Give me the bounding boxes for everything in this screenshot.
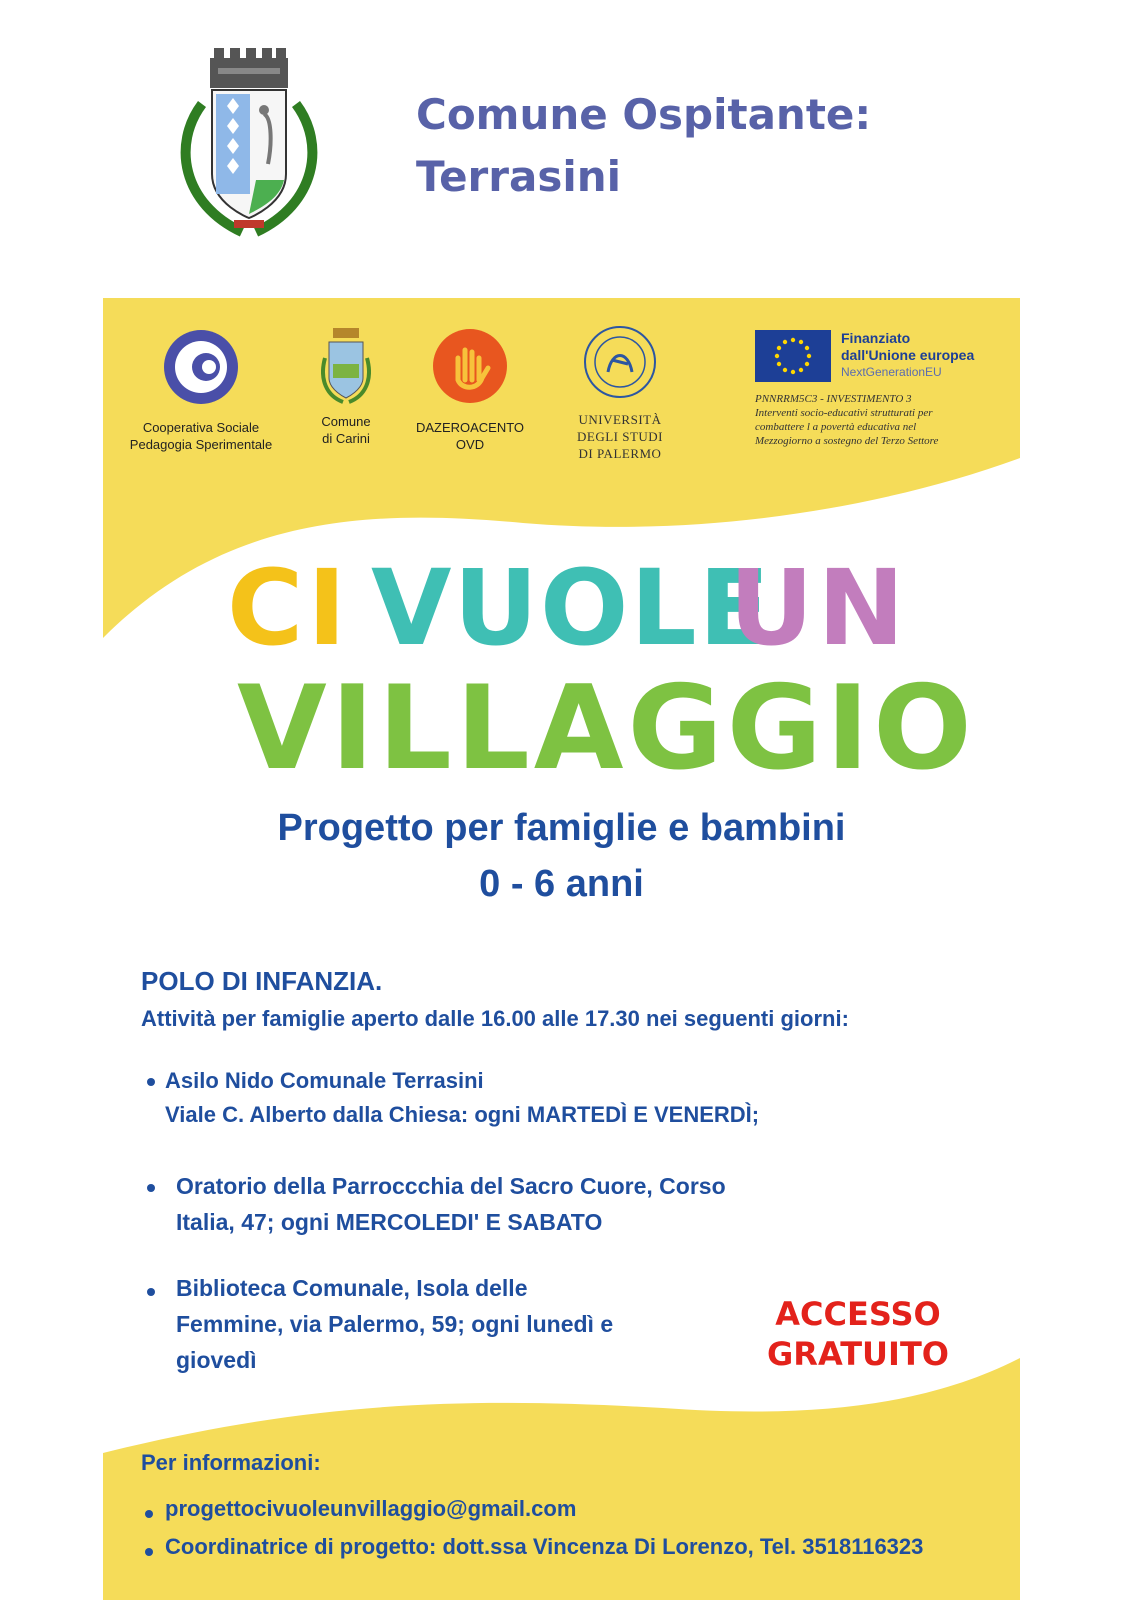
eu-line-3: NextGenerationEU xyxy=(841,365,942,379)
subtitle-line-1: Progetto per famiglie e bambini xyxy=(277,807,846,849)
bullet-icon xyxy=(145,1510,153,1518)
campaign-title xyxy=(103,298,1020,798)
bullet-icon xyxy=(147,1184,155,1192)
subtitle-line-2: 0 - 6 anni xyxy=(479,863,644,905)
contact-email[interactable]: progettocivuoleunvillaggio@gmail.com xyxy=(165,1496,577,1521)
subtitle xyxy=(103,800,1020,912)
eu-line-2: dall'Unione europea xyxy=(841,347,975,363)
polo-description: Attività per famiglie aperto dalle 16.00 alle 17.30 nei seguenti giorni: xyxy=(141,1006,849,1031)
partner-label: UNIVERSITÀ DEGLI STUDI DI PALERMO xyxy=(576,412,663,461)
partner-label: Cooperativa Sociale Pedagogia Sperimentale xyxy=(129,420,273,452)
free-access-badge xyxy=(758,1294,958,1374)
host-line-1: Comune Ospitante: xyxy=(416,90,872,139)
location-oratorio: Oratorio della Parroccchia del Sacro Cuore, Corso Italia, 47; ogni MERCOLEDI' E SABATO xyxy=(176,1173,726,1235)
title-word-un: UN xyxy=(729,547,909,669)
access-line-2: GRATUITO xyxy=(767,1335,949,1373)
terrasini-crest-logo xyxy=(172,44,326,240)
poster xyxy=(103,298,1020,1600)
info-title: Per informazioni: xyxy=(141,1450,321,1475)
coordinator-contact: Coordinatrice di progetto: dott.ssa Vincenza Di Lorenzo, Tel. 3518116323 xyxy=(165,1534,924,1559)
bullet-icon xyxy=(145,1548,153,1556)
bullet-icon xyxy=(147,1078,155,1086)
polo-title: POLO DI INFANZIA. xyxy=(141,966,383,996)
bullet-icon xyxy=(147,1288,155,1296)
pnrr-description: PNNRRM5C3 - INVESTIMENTO 3 Interventi socio-educativi strutturati per combattere l a povertà educativa nel Mezzogiorno a sostegno del Terzo Settore xyxy=(755,393,939,447)
access-line-1: ACCESSO xyxy=(775,1295,941,1333)
host-municipality-heading xyxy=(416,84,871,208)
title-word-ci: CI xyxy=(227,547,351,669)
title-word-vuole: VUOLE xyxy=(371,547,772,669)
partner-label: DAZEROACENTO OVD xyxy=(415,420,525,452)
location-asilo-nido: Asilo Nido Comunale Terrasini Viale C. Alberto dalla Chiesa: ogni MARTEDÌ E VENERDÌ; xyxy=(165,1068,760,1127)
host-line-2: Terrasini xyxy=(416,152,622,201)
title-word-villaggio: VILLAGGIO xyxy=(237,661,976,796)
partner-label: Comune di Carini xyxy=(321,414,371,446)
eu-line-1: Finanziato xyxy=(841,330,911,346)
location-biblioteca: Biblioteca Comunale, Isola delle Femmine, via Palermo, 59; ogni lunedì e giovedì xyxy=(176,1275,614,1373)
